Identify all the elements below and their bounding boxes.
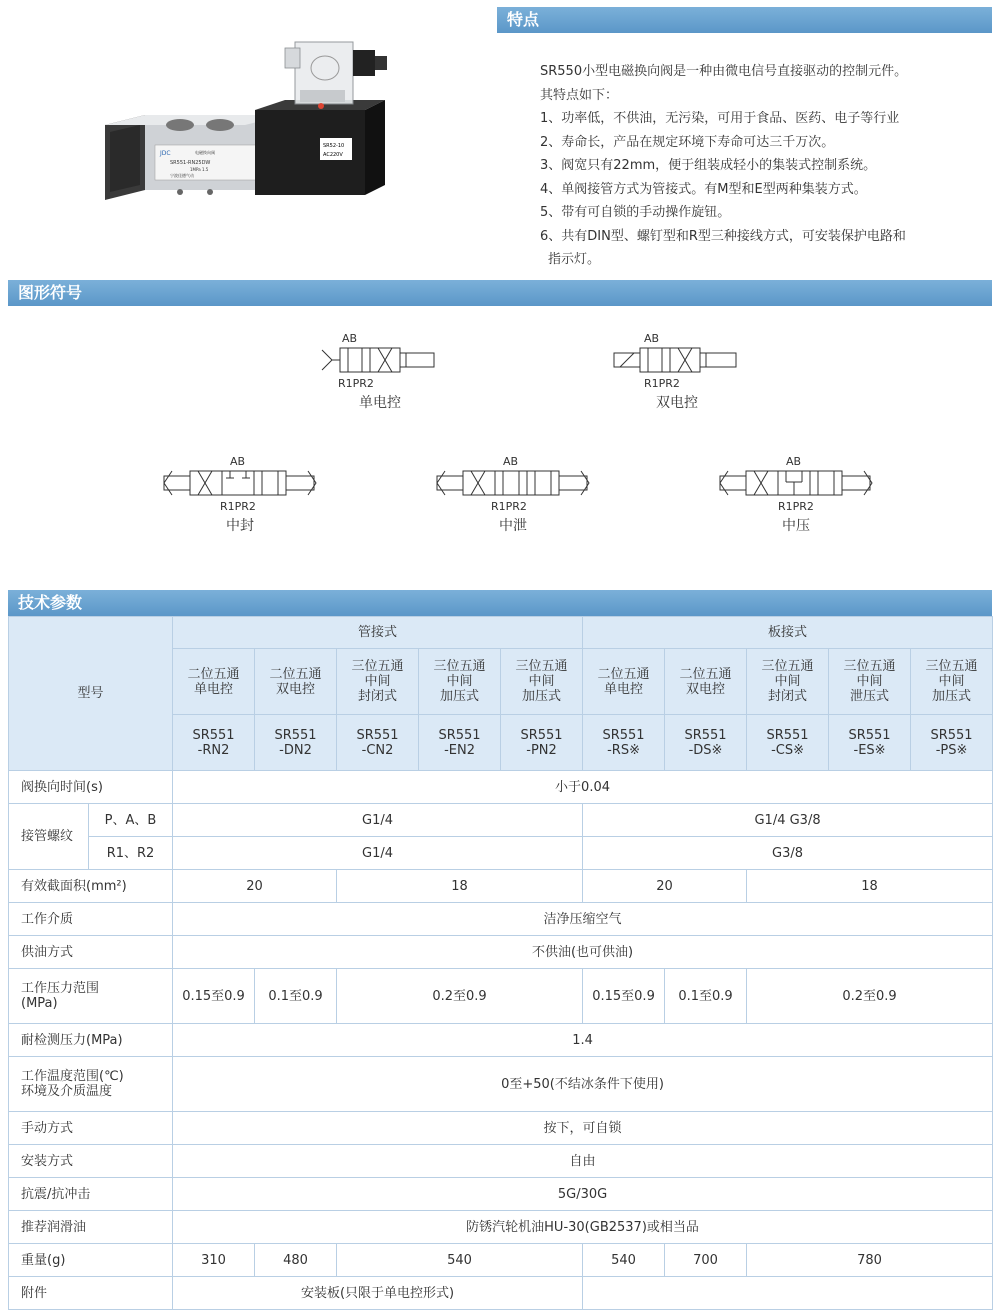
row-label-accessory: 附件 (9, 1277, 173, 1310)
features-subintro: 其特点如下： (540, 87, 619, 103)
thread-pab-plate: G1/4 G3/8 (583, 804, 993, 837)
pressure-v1: 0.15至0.9 (173, 969, 255, 1024)
weight-v2: 480 (255, 1244, 337, 1277)
features-list (540, 60, 980, 272)
symbol-single-solenoid (320, 333, 440, 412)
row-label-lube: 推荐润滑油 (9, 1211, 173, 1244)
type-cell: 二位五通 双电控 (255, 649, 337, 715)
row-label-shock: 抗震/抗冲击 (9, 1178, 173, 1211)
symbol-port-top: AB (786, 455, 802, 468)
type-cell: 三位五通 中间 封闭式 (747, 649, 829, 715)
model-cell: SR551 -RN2 (173, 715, 255, 771)
weight-v4: 540 (583, 1244, 665, 1277)
row-label-area: 有效截面积(mm²) (9, 870, 173, 903)
type-cell: 三位五通 中间 加压式 (419, 649, 501, 715)
type-cell: 三位五通 中间 加压式 (501, 649, 583, 715)
feature-item-3: 3、阀宽只有22mm，便于组装成轻小的集装式控制系统。 (540, 158, 877, 173)
model-header: 型号 (9, 617, 173, 771)
symbol-caption-3: 中封 (226, 518, 254, 534)
model-cell: SR551 -PN2 (501, 715, 583, 771)
row-label-oil: 供油方式 (9, 936, 173, 969)
value-temp: 0至+50(不结冰条件下使用) (173, 1057, 993, 1112)
model-cell: SR551 -RS※ (583, 715, 665, 771)
symbols-title: 图形符号 (18, 283, 83, 302)
model-cell: SR551 -CS※ (747, 715, 829, 771)
symbol-port-bottom: R1PR2 (220, 500, 256, 513)
type-cell: 二位五通 双电控 (665, 649, 747, 715)
product-maker: 宁波佳德气动 (170, 173, 194, 178)
product-model: SR551-RN25DW (170, 160, 211, 166)
row-label-manual: 手动方式 (9, 1112, 173, 1145)
value-manual: 按下，可自锁 (173, 1112, 993, 1145)
product-coil: SR52-10 (323, 143, 345, 149)
value-switch-time: 小于0.04 (173, 771, 993, 804)
pressure-v2: 0.1至0.9 (255, 969, 337, 1024)
symbol-port-bottom: R1PR2 (338, 377, 374, 390)
thread-sub-r: R1、R2 (89, 837, 173, 870)
symbol-port-bottom: R1PR2 (778, 500, 814, 513)
pressure-v6: 0.2至0.9 (747, 969, 993, 1024)
features-title: 特点 (507, 10, 540, 29)
pressure-v3: 0.2至0.9 (337, 969, 583, 1024)
product-voltage: AC220V (323, 152, 343, 158)
symbol-caption-5: 中压 (782, 518, 810, 534)
value-medium: 洁净压缩空气 (173, 903, 993, 936)
value-proof: 1.4 (173, 1024, 993, 1057)
feature-item-1: 1、功率低，不供油，无污染，可用于食品、医药、电子等行业 (540, 111, 900, 126)
weight-v6: 780 (747, 1244, 993, 1277)
row-label-medium: 工作介质 (9, 903, 173, 936)
product-image (85, 20, 395, 220)
weight-v5: 700 (665, 1244, 747, 1277)
features-intro: SR550小型电磁换向阀是一种由微电信号直接驱动的控制元件。 (540, 64, 908, 79)
weight-v3: 540 (337, 1244, 583, 1277)
row-label-thread: 接管螺纹 (9, 804, 89, 870)
area-v2: 18 (337, 870, 583, 903)
feature-item-6-cont: 指示灯。 (548, 252, 601, 267)
symbol-port-top: AB (644, 332, 660, 345)
symbols-title-bar (8, 280, 992, 306)
model-cell: SR551 -PS※ (911, 715, 993, 771)
symbol-caption-1: 单电控 (359, 395, 401, 411)
feature-item-4: 4、单阀接管方式为管接式。有M型和E型两种集装方式。 (540, 181, 867, 197)
pressure-v5: 0.1至0.9 (665, 969, 747, 1024)
group-plate: 板接式 (583, 617, 993, 649)
row-label-mount: 安装方式 (9, 1145, 173, 1178)
model-cell: SR551 -DS※ (665, 715, 747, 771)
thread-pab-pipe: G1/4 (173, 804, 583, 837)
features-title-bar (497, 7, 992, 33)
weight-v1: 310 (173, 1244, 255, 1277)
symbol-port-bottom: R1PR2 (644, 377, 680, 390)
symbol-caption-2: 双电控 (656, 395, 698, 411)
symbol-double-solenoid (612, 333, 742, 412)
row-label-temp: 工作温度范围(℃) 环境及介质温度 (9, 1057, 173, 1112)
symbol-port-bottom: R1PR2 (491, 500, 527, 513)
model-cell: SR551 -CN2 (337, 715, 419, 771)
tech-title: 技术参数 (18, 593, 83, 612)
symbol-port-top: AB (503, 455, 519, 468)
product-spec: 1MPa 1.5 (190, 167, 209, 172)
spec-table (8, 616, 993, 1310)
feature-item-2: 2、寿命长，产品在规定环境下寿命可达三千万次。 (540, 134, 835, 150)
product-plate-title: 电磁换向阀 (195, 150, 215, 155)
symbol-port-top: AB (230, 455, 246, 468)
area-v4: 18 (747, 870, 993, 903)
value-shock: 5G/30G (173, 1178, 993, 1211)
area-v3: 20 (583, 870, 747, 903)
value-accessory-empty (583, 1277, 993, 1310)
row-label-pressure: 工作压力范围 (MPa) (9, 969, 173, 1024)
symbol-center-closed (160, 456, 320, 535)
type-cell: 三位五通 中间 加压式 (911, 649, 993, 715)
area-v1: 20 (173, 870, 337, 903)
row-label-weight: 重量(g) (9, 1244, 173, 1277)
value-oil: 不供油(也可供油) (173, 936, 993, 969)
thread-sub-pab: P、A、B (89, 804, 173, 837)
value-lube: 防锈汽轮机油HU-30(GB2537)或相当品 (173, 1211, 993, 1244)
feature-item-5: 5、带有可自锁的手动操作旋钮。 (540, 205, 731, 220)
value-mount: 自由 (173, 1145, 993, 1178)
row-label-proof: 耐检测压力(MPa) (9, 1024, 173, 1057)
type-cell: 三位五通 中间 泄压式 (829, 649, 911, 715)
symbol-port-top: AB (342, 332, 358, 345)
model-cell: SR551 -ES※ (829, 715, 911, 771)
row-label-switch-time: 阀换向时间(s) (9, 771, 173, 804)
pressure-v4: 0.15至0.9 (583, 969, 665, 1024)
type-cell: 三位五通 中间 封闭式 (337, 649, 419, 715)
symbol-center-exhaust (433, 456, 593, 535)
thread-r-pipe: G1/4 (173, 837, 583, 870)
tech-title-bar (8, 590, 992, 616)
feature-item-6: 6、共有DIN型、螺钉型和R型三种接线方式，可安装保护电路和 (540, 228, 906, 244)
type-cell: 二位五通 单电控 (173, 649, 255, 715)
product-brand: JDC (160, 150, 171, 157)
type-cell: 二位五通 单电控 (583, 649, 665, 715)
value-accessory: 安装板(只限于单电控形式) (173, 1277, 583, 1310)
model-cell: SR551 -DN2 (255, 715, 337, 771)
symbol-caption-4: 中泄 (499, 518, 527, 534)
thread-r-plate: G3/8 (583, 837, 993, 870)
symbol-center-pressure (716, 456, 876, 535)
group-pipe: 管接式 (173, 617, 583, 649)
model-cell: SR551 -EN2 (419, 715, 501, 771)
